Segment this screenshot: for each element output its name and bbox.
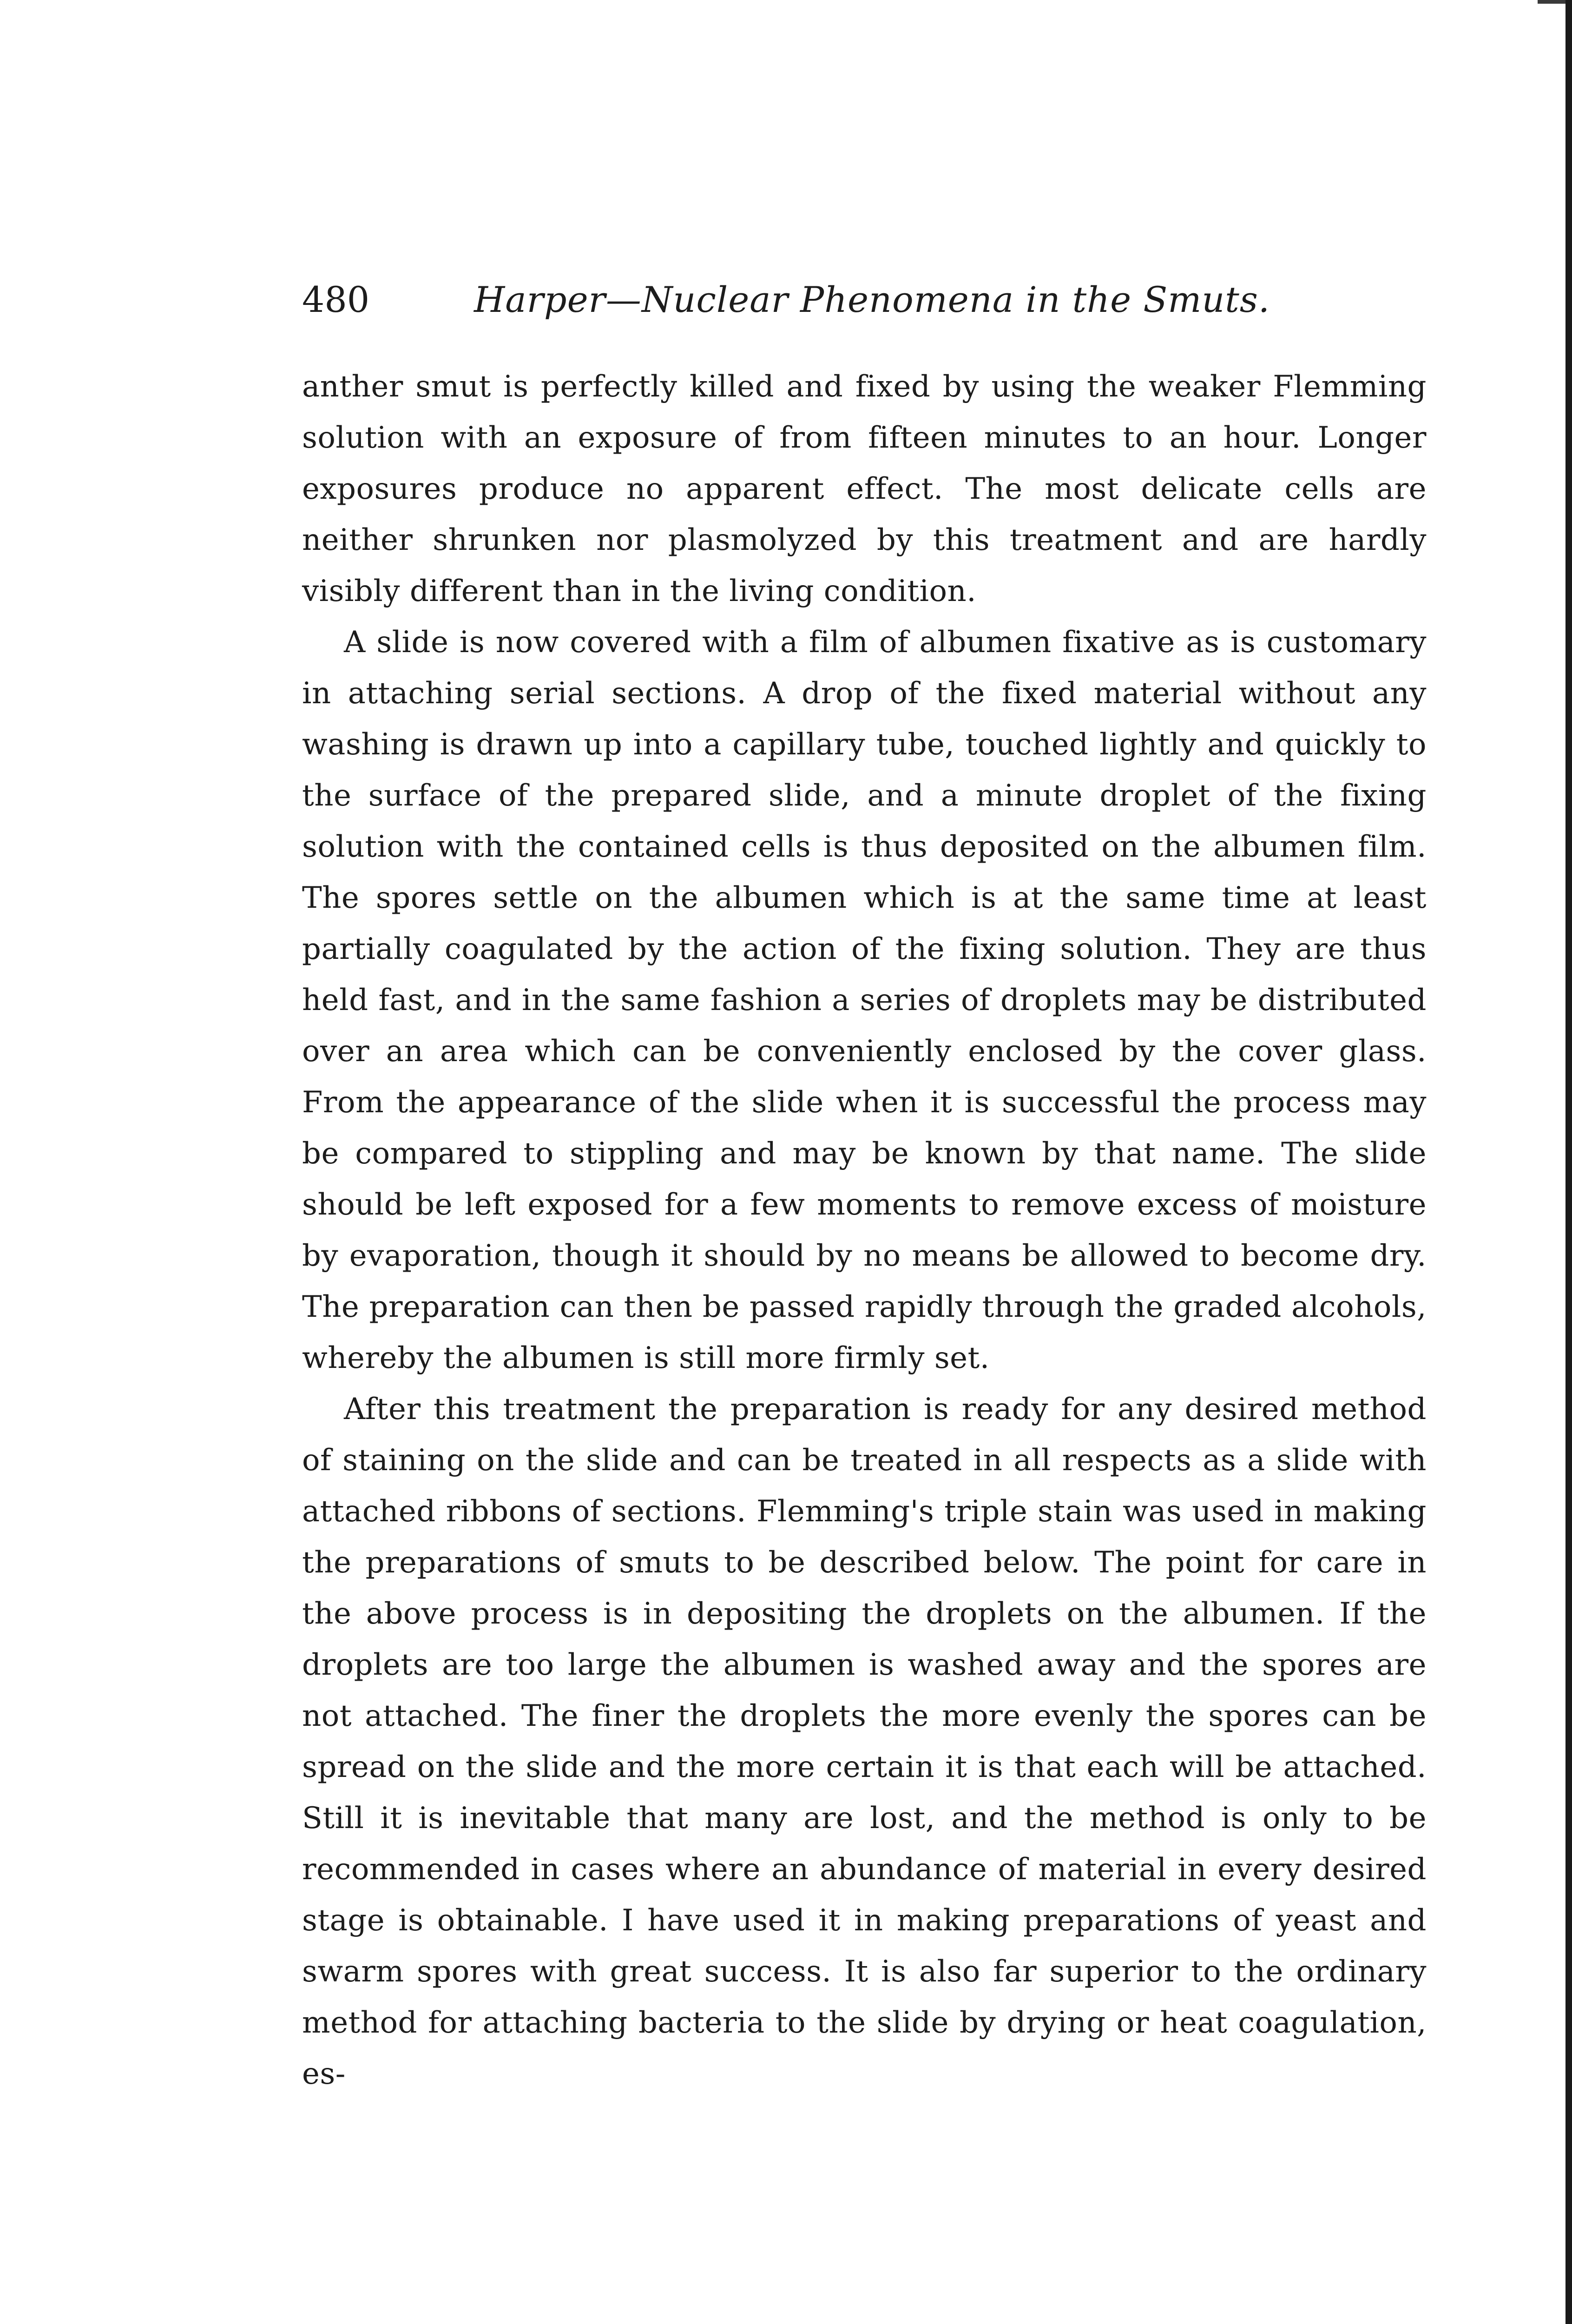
body-text (302, 361, 1427, 2100)
scan-border-corner (1538, 0, 1565, 4)
running-title: Harper—Nuclear Phenomena in the Smuts. (474, 279, 1270, 320)
book-page (302, 272, 1427, 2100)
paragraph-1: anther smut is perfectly killed and fixed by using the weaker Flemming solution with an exposure of from fifteen minutes to an hour. Longer exposures produce no apparent effect. The most delicate cells are neither shrunken nor plasmolyzed by this treatment and are hardly visibly different than in the living condition. (302, 370, 1427, 608)
scan-border-right (1565, 0, 1572, 2324)
page-number: 480 (302, 279, 370, 320)
running-head (302, 272, 1427, 328)
paragraph-3: After this treatment the preparation is ready for any desired method of staining on the slide and can be treated in all respects as a slide with attached ribbons of sections. Flemming's triple stain was used in making the preparations of smuts to be described below. The point for care in the above process is in depositing the droplets on the albumen. If the droplets are too large the albumen is washed away and the spores are not attached. The finer the droplets the more evenly the spores can be spread on the slide and the more certain it is that each will be attached. Still it is inevitable that many are lost, and the method is only to be recommended in cases where an abundance of material in every desired stage is obtainable. I have used it in making preparations of yeast and swarm spores with great success. It is also far superior to the ordinary method for attaching bacteria to the slide by drying or heat coagulation, es- (302, 1392, 1427, 2091)
paragraph-2: A slide is now covered with a film of albumen fixative as is customary in attaching serial sections. A drop of the fixed material without any washing is drawn up into a capillary tube, touched lightly and quickly to the surface of the prepared slide, and a minute droplet of the fixing solution with the contained cells is thus deposited on the albumen film. The spores settle on the albumen which is at the same time at least partially coagulated by the action of the fixing solution. They are thus held fast, and in the same fashion a series of droplets may be distributed over an area which can be conveniently enclosed by the cover glass. From the appearance of the slide when it is successful the process may be compared to stippling and may be known by that name. The slide should be left exposed for a few moments to remove excess of moisture by evaporation, though it should by no means be allowed to become dry. The preparation can then be passed rapidly through the graded alcohols, whereby the albumen is still more firmly set. (302, 625, 1427, 1375)
